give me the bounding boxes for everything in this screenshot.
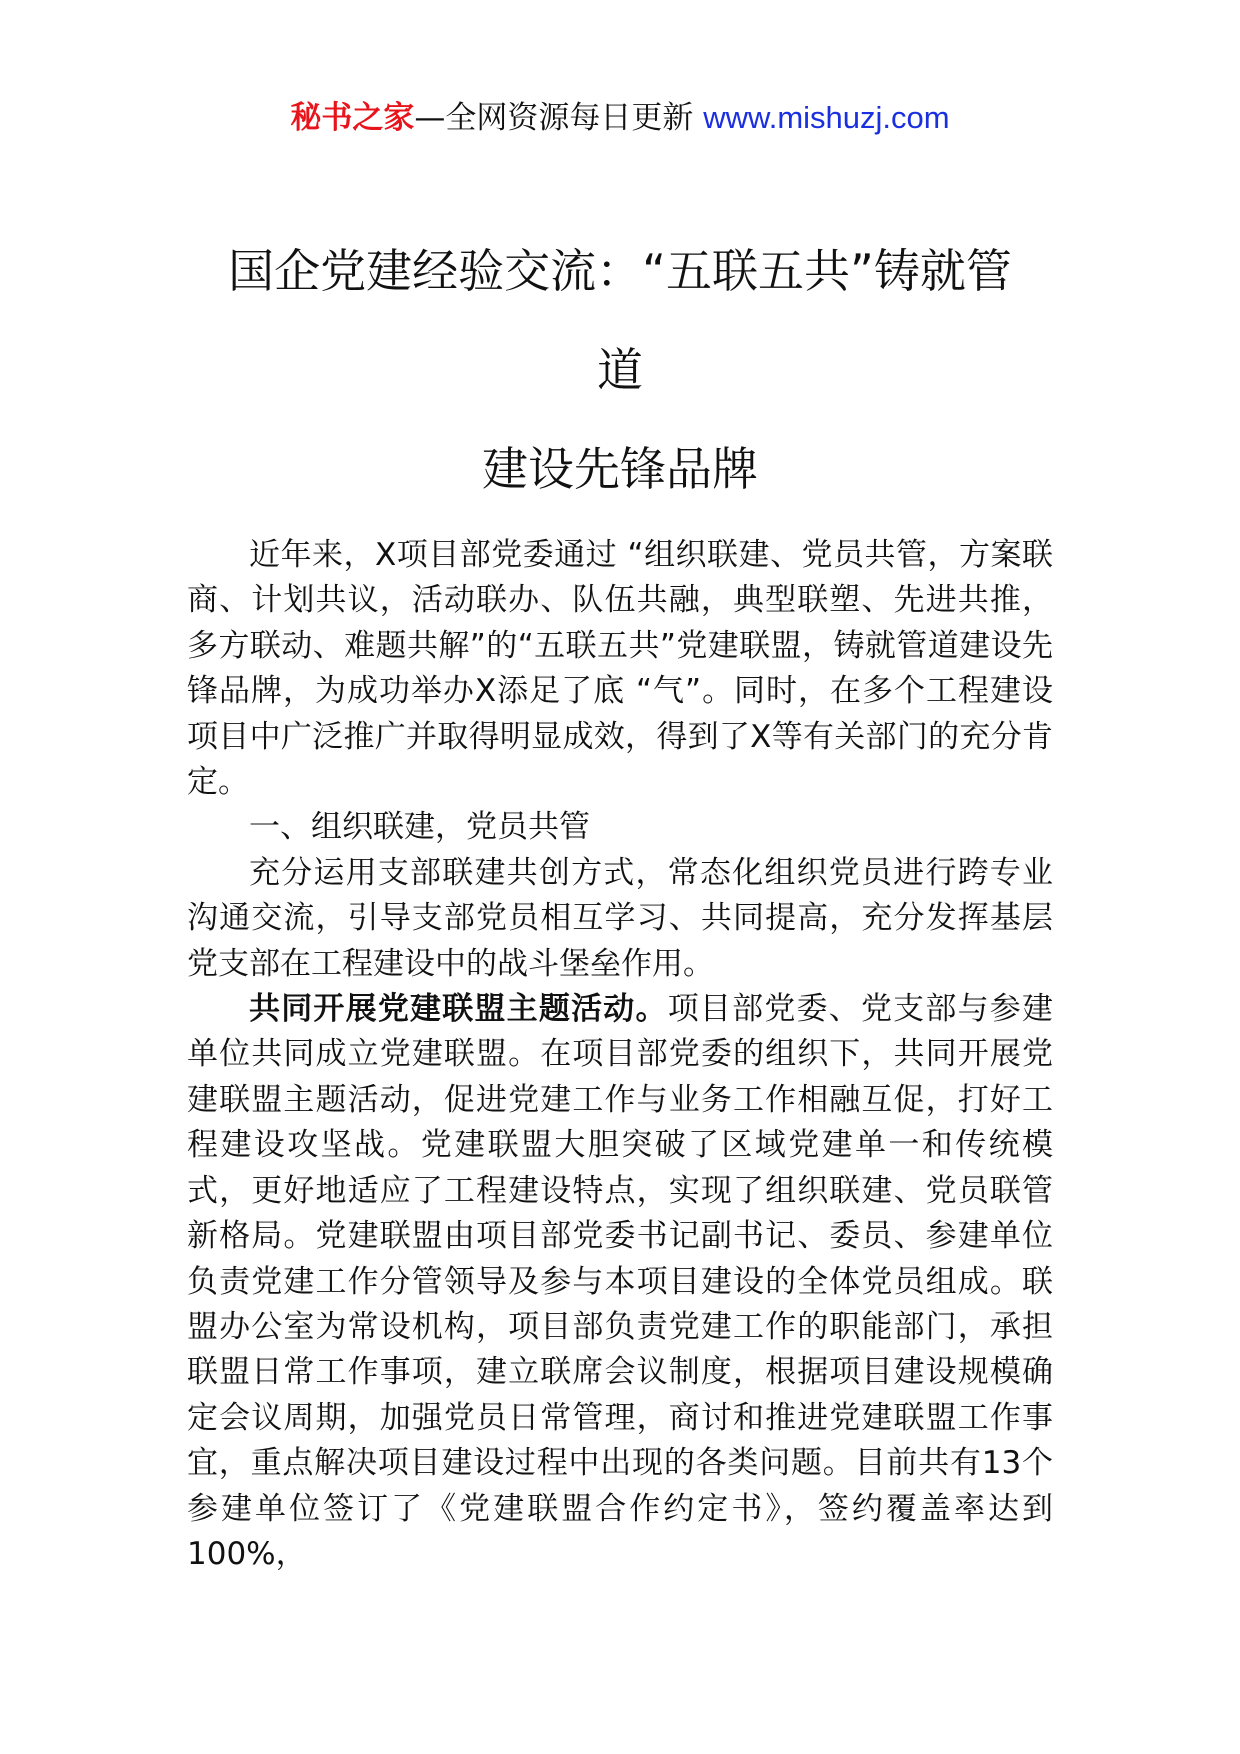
header-url[interactable]: www.mishuzj.com [703, 100, 950, 135]
document-title [185, 222, 1055, 519]
document-body [187, 533, 1053, 1577]
title-line-2: 道 [597, 343, 643, 397]
intro-paragraph: 近年来，X项目部党委通过 “组织联建、党员共管，方案联商、计划共议，活动联办、队伍共融，典型联塑、先进共推，多方联动、难题共解”的“五联五共”党建联盟，铸就管道建设先锋品牌，为成功举办X添足了底 “气”。同时，在多个工程建设项目中广泛推广并取得明显成效，得到了X等有关部门的充分肯定。 [187, 537, 1053, 801]
section-heading-1: 一、组织联建，党员共管 [249, 809, 590, 846]
section-1-paragraph: 充分运用支部联建共创方式，常态化组织党员进行跨专业沟通交流，引导支部党员相互学习、共同提高，充分发挥基层党支部在工程建设中的战斗堡垒作用。 [187, 854, 1053, 982]
alliance-paragraph-text: 项目部党委、党支部与参建单位共同成立党建联盟。在项目部党委的组织下，共同开展党建联盟主题活动，促进党建工作与业务工作相融互促，打好工程建设攻坚战。党建联盟大胆突破了区域党建单一和传统模式，更好地适应了工程建设特点，实现了组织联建、党员联管新格局。党建联盟由项目部党委书记副书记、委员、参建单位负责党建工作分管领导及参与本项目建设的全体党员组成。联盟办公室为常设机构，项目部负责党建工作的职能部门，承担联盟日常工作事项，建立联席会议制度，根据项目建设规模确定会议周期，加强党员日常管理，商讨和推进党建联盟工作事宜，重点解决项目建设过程中出现的各类问题。目前共有13个参建单位签订了《党建联盟合作约定书》，签约覆盖率达到100%， [187, 991, 1054, 1572]
alliance-paragraph [187, 987, 1053, 1577]
brand-name: 秘书之家 [290, 100, 415, 136]
title-line-1: 国企党建经验交流：“五联五共”铸就管 [228, 244, 1012, 298]
alliance-paragraph-lead: 共同开展党建联盟主题活动。 [249, 991, 668, 1028]
header-slogan: —全网资源每日更新 [414, 100, 704, 136]
title-line-3: 建设先锋品牌 [482, 442, 758, 496]
site-header [0, 98, 1240, 138]
